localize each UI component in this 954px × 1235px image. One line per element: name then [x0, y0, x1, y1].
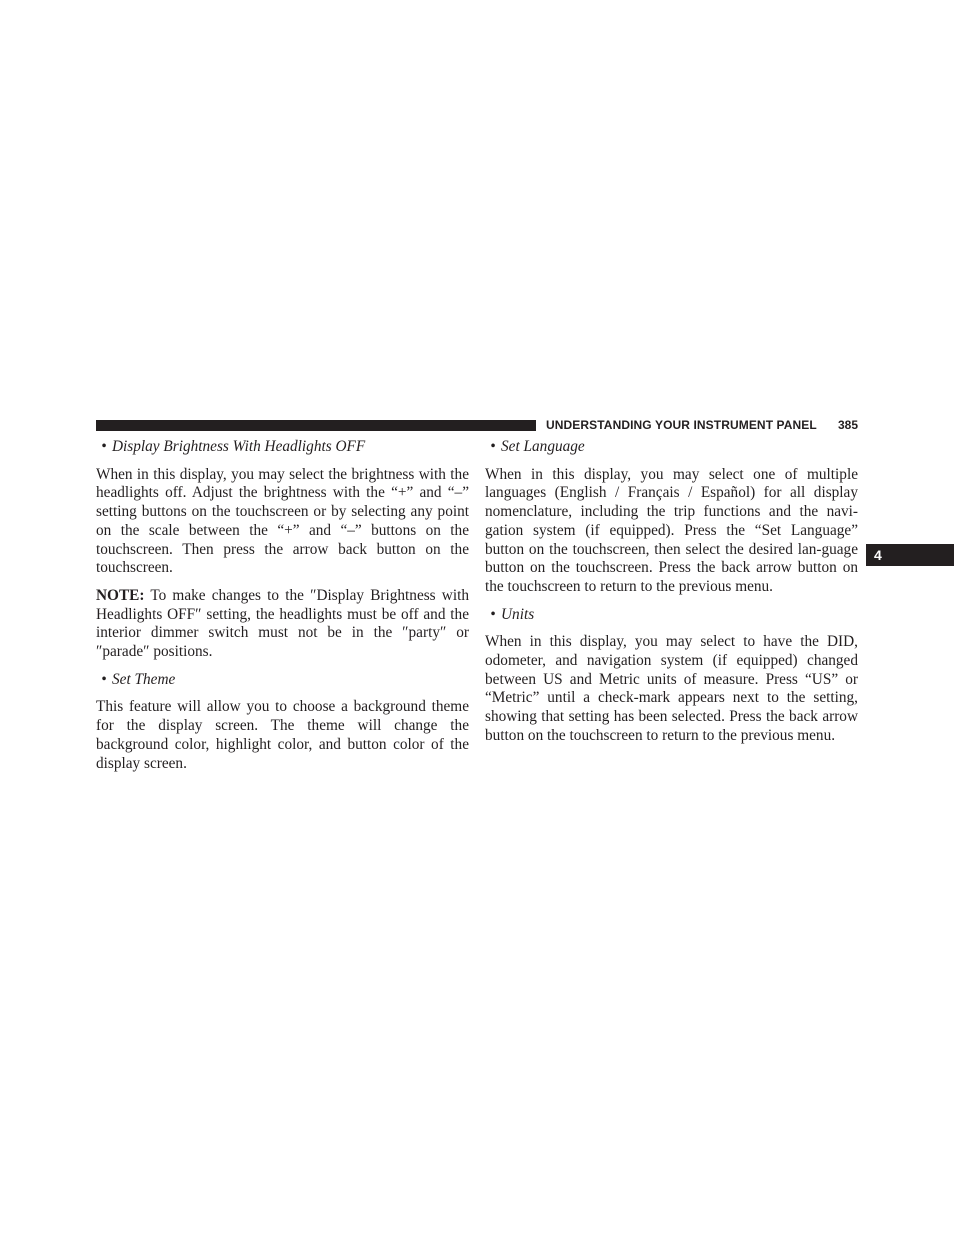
running-header-title: UNDERSTANDING YOUR INSTRUMENT PANEL: [546, 418, 817, 432]
bullet-icon: •: [101, 670, 107, 688]
bullet-heading-units: [485, 606, 858, 625]
bullet-heading-brightness: [96, 438, 469, 457]
right-column: [485, 438, 858, 755]
header-rule: [96, 420, 536, 431]
chapter-tab: 4: [866, 544, 954, 566]
bullet-heading-text: Set Language: [501, 438, 585, 455]
bullet-icon: •: [101, 438, 107, 455]
bullet-heading-text: Display Brightness With Headlights OFF: [112, 438, 366, 455]
paragraph-theme: This feature will allow you to choose a background theme for the display screen. The theme will change the background color, highlight color, and button color of the display screen.: [96, 698, 469, 772]
paragraph-brightness: When in this display, you may select the brightness with the headlights off. Adjust the brightness with the “+” and “–” setting buttons on the touchscreen or by selecting any point on the scale between the “+” and “–” buttons on the touchscreen. Then press the arrow back button on the touchscreen.: [96, 465, 469, 577]
note-text: To make changes to the ″Display Brightness with Headlights OFF″ setting, the headlights must be off and the interior dimmer switch must not be in the ″party″ or ″parade″ positions.: [96, 586, 469, 661]
bullet-heading-text: Set Theme: [112, 670, 176, 688]
note-label: NOTE:: [96, 586, 145, 604]
bullet-heading-language: [485, 438, 858, 457]
bullet-heading-text: Units: [501, 605, 535, 623]
bullet-heading-theme: [96, 671, 469, 690]
bullet-icon: •: [490, 605, 496, 623]
bullet-icon: •: [490, 438, 496, 455]
paragraph-units: When in this display, you may select to have the DID, odometer, and navigation system (if equipped) changed between US and Metric units of measure. Press “US” or “Metric” until a check-mark appears next to the setting, showing that setting has been selected. Press the back arrow button on the touchscreen to return to the previous menu.: [485, 633, 858, 744]
page-number: 385: [838, 418, 859, 432]
paragraph-language: When in this display, you may select one of multiple languages (English / Français / Español) for all display nomenclature, including the trip functions and the navi-gation system (if equipped). Press the “Set Language” button on the touchscreen, then select the desired lan-guage button on the touchscreen. Press the back arrow button on the touchscreen to return to the previous menu.: [485, 465, 858, 595]
left-column: [96, 438, 469, 782]
note-paragraph: [96, 587, 469, 662]
